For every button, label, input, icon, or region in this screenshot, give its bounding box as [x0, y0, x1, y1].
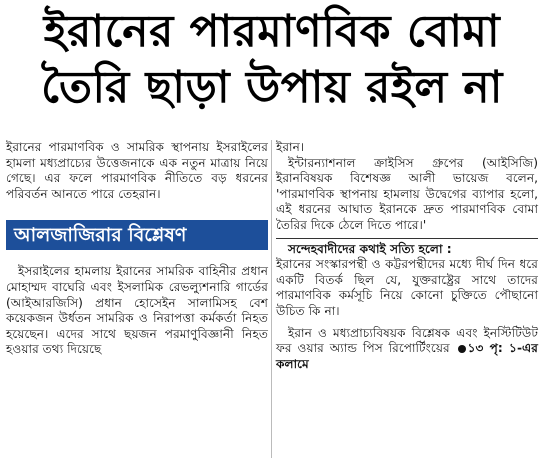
right-paragraph-4 — [276, 326, 538, 373]
left-column — [6, 140, 268, 358]
bullet-icon — [458, 345, 466, 353]
right-paragraph-3: ইরানের সংস্কারপন্থী ও কট্টরপন্থীদের মধ্যে দীর্ঘ দিন ধরে একটি বিতর্ক ছিল যে, যুক্তরাষ্ট্রের সাথে তাদের পারমাণবিক কর্মসূচি নিয়ে কোনো চুক্তিতে পৌছানো উচিত কি না। — [276, 257, 538, 318]
right-column — [276, 140, 538, 372]
headline-line-2: তৈরি ছাড়া উপায় রইল না — [41, 62, 503, 113]
analysis-subheading: আলজাজিরার বিশ্লেষণ — [6, 220, 268, 250]
right-paragraph-1: ইরান। — [276, 140, 305, 154]
right-subhead: সন্দেহবাদীদের কথাই সত্যি হলো : — [288, 241, 452, 256]
headline-line-1: ইরানের পারমাণবিক বোমা — [43, 6, 501, 57]
continuation-note: ১৩ পৃ: ১-এর কলামে — [276, 341, 538, 371]
section-rule — [276, 238, 538, 239]
right-paragraph-4-text: ইরান ও মধ্যপ্রাচ্যবিষয়ক বিশ্লেষক এবং ইনস্টিটিউট ফর ওয়ার অ্যান্ড পিস রিপোর্টিংয়ের — [276, 325, 538, 356]
left-paragraph-2: ইসরাইলের হামলায় ইরানের সামরিক বাহিনীর প্রধান মোহাম্মদ বাঘেরি এবং ইসলামিক রেভল্যুশনারি গার্ডের (আইআরজিসি) প্রধান হোসেইন সালামিসহ বেশ কয়েকজন উর্ধতন সামরিক ও নিরাপত্তা কর্মকর্তা নিহত হয়েছেন। এদের সাথে ছয়জন পরমাণুবিজ্ঞানী নিহত হওয়ার তথ্য দিয়েছে — [6, 264, 268, 357]
right-paragraph-2: ইন্টারন্যাশনাল ক্রাইসিস গ্রুপের (আইসিজি) ইরানবিষয়ক বিশেষজ্ঞ আলী ভায়েজ বলেন, 'পারমাণবিক স্থাপনায় হামলায় উদ্বেগের ব্যাপার হলো, এই ধরনের আঘাত ইরানকে দ্রুত পারমাণবিক বোমা তৈরির দিকে ঠেলে দিতে পারে।' — [276, 155, 538, 232]
left-paragraph-1: ইরানের পারমাণবিক ও সামরিক স্থাপনায় ইসরাইলের হামলা মধ্যপ্রাচ্যের উত্তেজনাকে এক নতুন মাত্রায় নিয়ে গেছে। এর ফলে পারমাণবিক নীতিতে বড় ধরনের পরিবর্তন আনতে পারে তেহরান। — [6, 140, 268, 201]
column-divider — [271, 140, 272, 458]
